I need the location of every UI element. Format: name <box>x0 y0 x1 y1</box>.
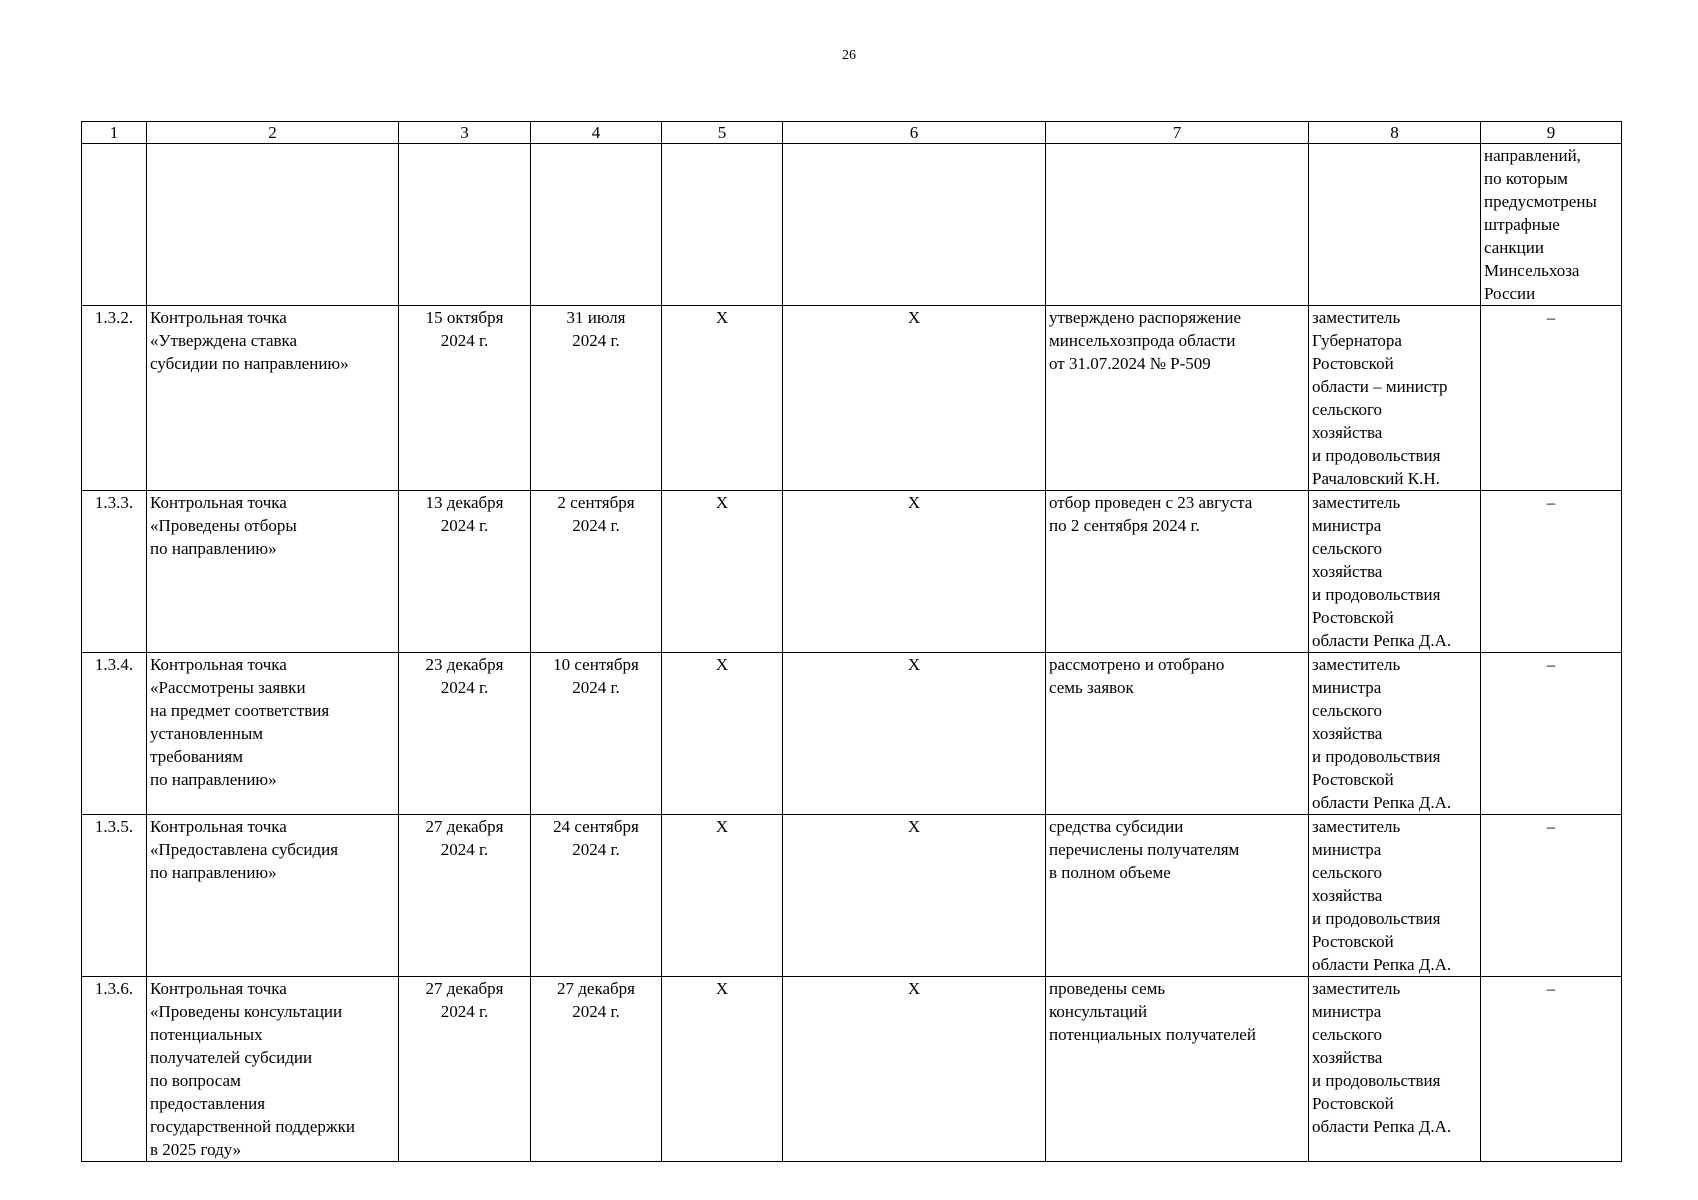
col5-mark: Х <box>662 306 783 491</box>
empty-cell <box>783 144 1046 306</box>
planned-date: 27 декабря 2024 г. <box>399 815 531 977</box>
col5-mark: Х <box>662 815 783 977</box>
planned-date: 13 декабря 2024 г. <box>399 491 531 653</box>
actual-date: 27 декабря 2024 г. <box>531 977 662 1162</box>
col9-value: – <box>1481 977 1622 1162</box>
col5-mark: Х <box>662 491 783 653</box>
empty-cell <box>82 144 147 306</box>
table-row <box>82 653 1622 815</box>
column-header: 7 <box>1046 122 1309 144</box>
responsible-person: заместитель министра сельского хозяйства и продовольствия Ростовской области Репка Д.А. <box>1309 977 1481 1162</box>
row-number: 1.3.4. <box>82 653 147 815</box>
column-header: 2 <box>147 122 399 144</box>
col5-mark: Х <box>662 653 783 815</box>
col6-mark: Х <box>783 977 1046 1162</box>
empty-cell <box>399 144 531 306</box>
responsible-person: заместитель министра сельского хозяйства и продовольствия Ростовской области Репка Д.А. <box>1309 815 1481 977</box>
result-text: рассмотрено и отобрано семь заявок <box>1046 653 1309 815</box>
table-row <box>82 306 1622 491</box>
column-header: 6 <box>783 122 1046 144</box>
empty-cell <box>1046 144 1309 306</box>
col9-value: – <box>1481 815 1622 977</box>
control-point-name: Контрольная точка «Утверждена ставка субсидии по направлению» <box>147 306 399 491</box>
column-header: 8 <box>1309 122 1481 144</box>
column-header: 3 <box>399 122 531 144</box>
control-points-table <box>81 121 1622 1162</box>
col9-value: – <box>1481 653 1622 815</box>
planned-date: 15 октября 2024 г. <box>399 306 531 491</box>
result-text: проведены семь консультаций потенциальных получателей <box>1046 977 1309 1162</box>
column-header: 9 <box>1481 122 1622 144</box>
actual-date: 2 сентября 2024 г. <box>531 491 662 653</box>
col9-value: – <box>1481 491 1622 653</box>
result-text: утверждено распоряжение минсельхозпрода области от 31.07.2024 № Р-509 <box>1046 306 1309 491</box>
result-text: отбор проведен с 23 августа по 2 сентября 2024 г. <box>1046 491 1309 653</box>
result-text: средства субсидии перечислены получателям в полном объеме <box>1046 815 1309 977</box>
col5-mark: Х <box>662 977 783 1162</box>
col6-mark: Х <box>783 653 1046 815</box>
actual-date: 10 сентября 2024 г. <box>531 653 662 815</box>
empty-cell <box>531 144 662 306</box>
col6-mark: Х <box>783 491 1046 653</box>
col6-mark: Х <box>783 306 1046 491</box>
page-number: 26 <box>842 48 856 63</box>
planned-date: 23 декабря 2024 г. <box>399 653 531 815</box>
responsible-person: заместитель министра сельского хозяйства и продовольствия Ростовской области Репка Д.А. <box>1309 653 1481 815</box>
column-header: 4 <box>531 122 662 144</box>
col9-value: – <box>1481 306 1622 491</box>
actual-date: 31 июля 2024 г. <box>531 306 662 491</box>
empty-cell <box>1309 144 1481 306</box>
empty-cell <box>662 144 783 306</box>
row-number: 1.3.6. <box>82 977 147 1162</box>
table-row <box>82 491 1622 653</box>
planned-date: 27 декабря 2024 г. <box>399 977 531 1162</box>
control-point-name: Контрольная точка «Проведены отборы по направлению» <box>147 491 399 653</box>
control-point-name: Контрольная точка «Предоставлена субсидия по направлению» <box>147 815 399 977</box>
row-number: 1.3.3. <box>82 491 147 653</box>
empty-cell <box>147 144 399 306</box>
responsible-person: заместитель Губернатора Ростовской области – министр сельского хозяйства и продовольствия Рачаловский К.Н. <box>1309 306 1481 491</box>
row-number: 1.3.5. <box>82 815 147 977</box>
col6-mark: Х <box>783 815 1046 977</box>
column-header: 1 <box>82 122 147 144</box>
control-point-name: Контрольная точка «Рассмотрены заявки на предмет соответствия установленным требованиям по направлению» <box>147 653 399 815</box>
table-row-continuation <box>82 144 1622 306</box>
actual-date: 24 сентября 2024 г. <box>531 815 662 977</box>
penalty-note-cell: направлений, по которым предусмотрены штрафные санкции Минсельхоза России <box>1481 144 1622 306</box>
row-number: 1.3.2. <box>82 306 147 491</box>
column-header: 5 <box>662 122 783 144</box>
table-row <box>82 815 1622 977</box>
responsible-person: заместитель министра сельского хозяйства и продовольствия Ростовской области Репка Д.А. <box>1309 491 1481 653</box>
column-number-header-row <box>82 122 1622 144</box>
control-point-name: Контрольная точка «Проведены консультации потенциальных получателей субсидии по вопросам предоставления государственной поддержки в 2025 году» <box>147 977 399 1162</box>
table-row <box>82 977 1622 1162</box>
